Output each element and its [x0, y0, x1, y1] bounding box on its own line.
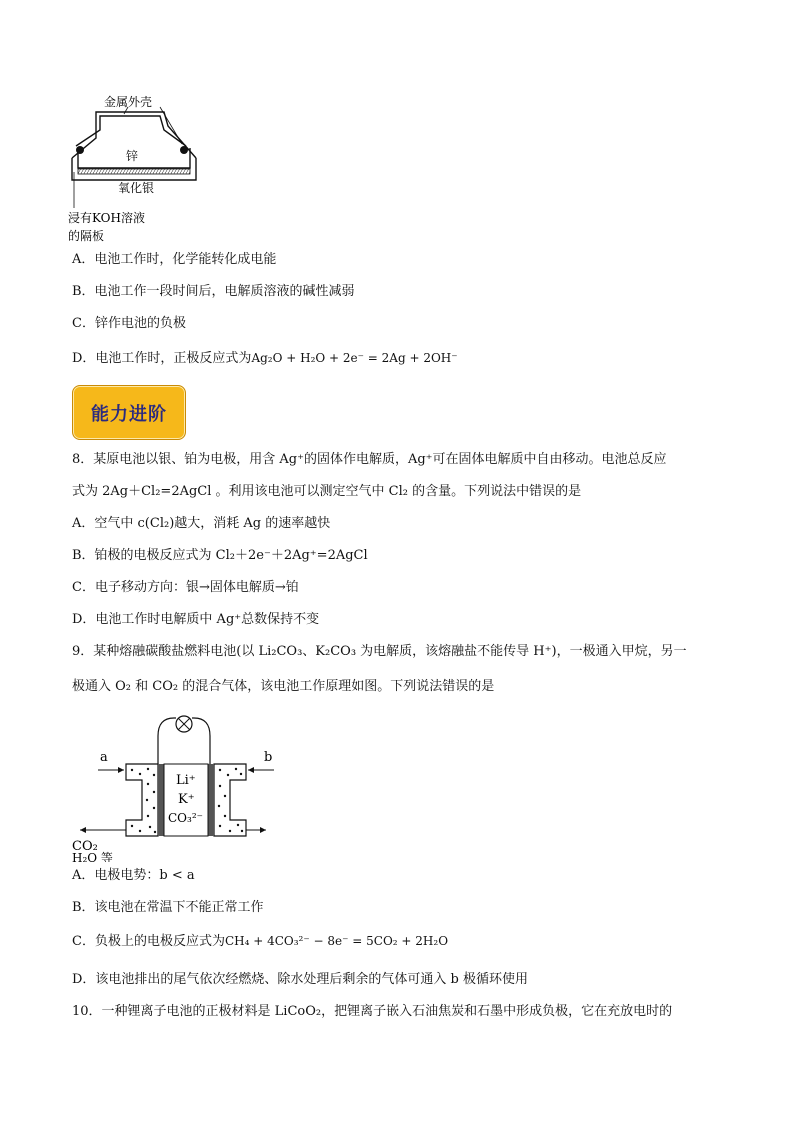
q7-option-d: [72, 348, 458, 369]
q7-option-d-equation: Ag₂O + H₂O + 2e⁻ = 2Ag + 2OH⁻: [251, 351, 458, 365]
section-badge: [72, 385, 186, 440]
inlet-label-b: b: [264, 750, 273, 765]
q7-option-c: C．锌作电池的负极: [72, 316, 186, 331]
fuel-cell-diagram: [70, 712, 280, 862]
button-cell-diagram: [66, 90, 206, 245]
q9-option-c: [72, 931, 448, 952]
label-shell: 金属外壳: [104, 95, 153, 109]
q9-option-c-prefix: C．负极上的电极反应式为: [72, 934, 225, 949]
ion-k: K⁺: [178, 792, 195, 807]
q8-option-c: C．电子移动方向：银→固体电解质→铂: [72, 580, 299, 595]
q9-option-b: B．该电池在常温下不能正常工作: [72, 900, 264, 915]
label-separator-1: 浸有KOH溶液: [68, 211, 145, 225]
ion-co3: CO₃²⁻: [168, 811, 203, 825]
seal-dot-left: [76, 146, 84, 154]
label-zinc: 锌: [126, 149, 139, 163]
q8-option-b: B．铂极的电极反应式为 Cl₂＋2e⁻＋2Ag⁺=2AgCl: [72, 548, 368, 563]
label-separator-2: 的隔板: [68, 229, 105, 243]
q9-option-c-equation: CH₄ + 4CO₃²⁻ − 8e⁻ = 5CO₂ + 2H₂O: [224, 934, 449, 948]
q8-stem-line-2: 式为 2Ag＋Cl₂=2AgCl 。利用该电池可以测定空气中 Cl₂ 的含量。下列说法中错误的是: [72, 484, 582, 499]
q8-stem-line-1: 8．某原电池以银、铂为电极，用含 Ag⁺的固体作电解质，Ag⁺可在固体电解质中自由移动。电池总反应: [72, 452, 667, 467]
q9-stem-line-1: 9．某种熔融碳酸盐燃料电池(以 Li₂CO₃、K₂CO₃ 为电解质，该熔融盐不能传导 H⁺)，一极通入甲烷，另一: [72, 644, 687, 659]
inlet-label-a: a: [100, 750, 108, 765]
outlet-h2o: H₂O 等: [72, 851, 113, 862]
q8-option-d: D．电池工作时电解质中 Ag⁺总数保持不变: [72, 612, 320, 627]
q10-stem-line-1: 10．一种锂离子电池的正极材料是 LiCoO₂，把锂离子嵌入石油焦炭和石墨中形成负极，它在充放电时的: [72, 1004, 673, 1019]
q9-stem-line-2: 极通入 O₂ 和 CO₂ 的混合气体，该电池工作原理如图。下列说法错误的是: [72, 679, 495, 694]
q7-option-d-prefix: D．电池工作时，正极反应式为: [72, 351, 252, 366]
q7-option-a: A．电池工作时，化学能转化成电能: [72, 252, 277, 267]
label-ag2o: 氧化银: [118, 181, 155, 195]
ion-li: Li⁺: [176, 773, 196, 788]
q8-option-a: A．空气中 c(Cl₂)越大，消耗 Ag 的速率越快: [72, 516, 331, 531]
q7-option-b: B．电池工作一段时间后，电解质溶液的碱性减弱: [72, 284, 355, 299]
section-badge-label: 能力进阶: [91, 403, 167, 425]
seal-dot-right: [180, 146, 188, 154]
q9-option-d: D．该电池排出的尾气依次经燃烧、除水处理后剩余的气体可通入 b 极循环使用: [72, 972, 529, 987]
q9-option-a: A．电极电势：b < a: [72, 868, 195, 883]
outlet-co2: CO₂: [72, 839, 98, 854]
